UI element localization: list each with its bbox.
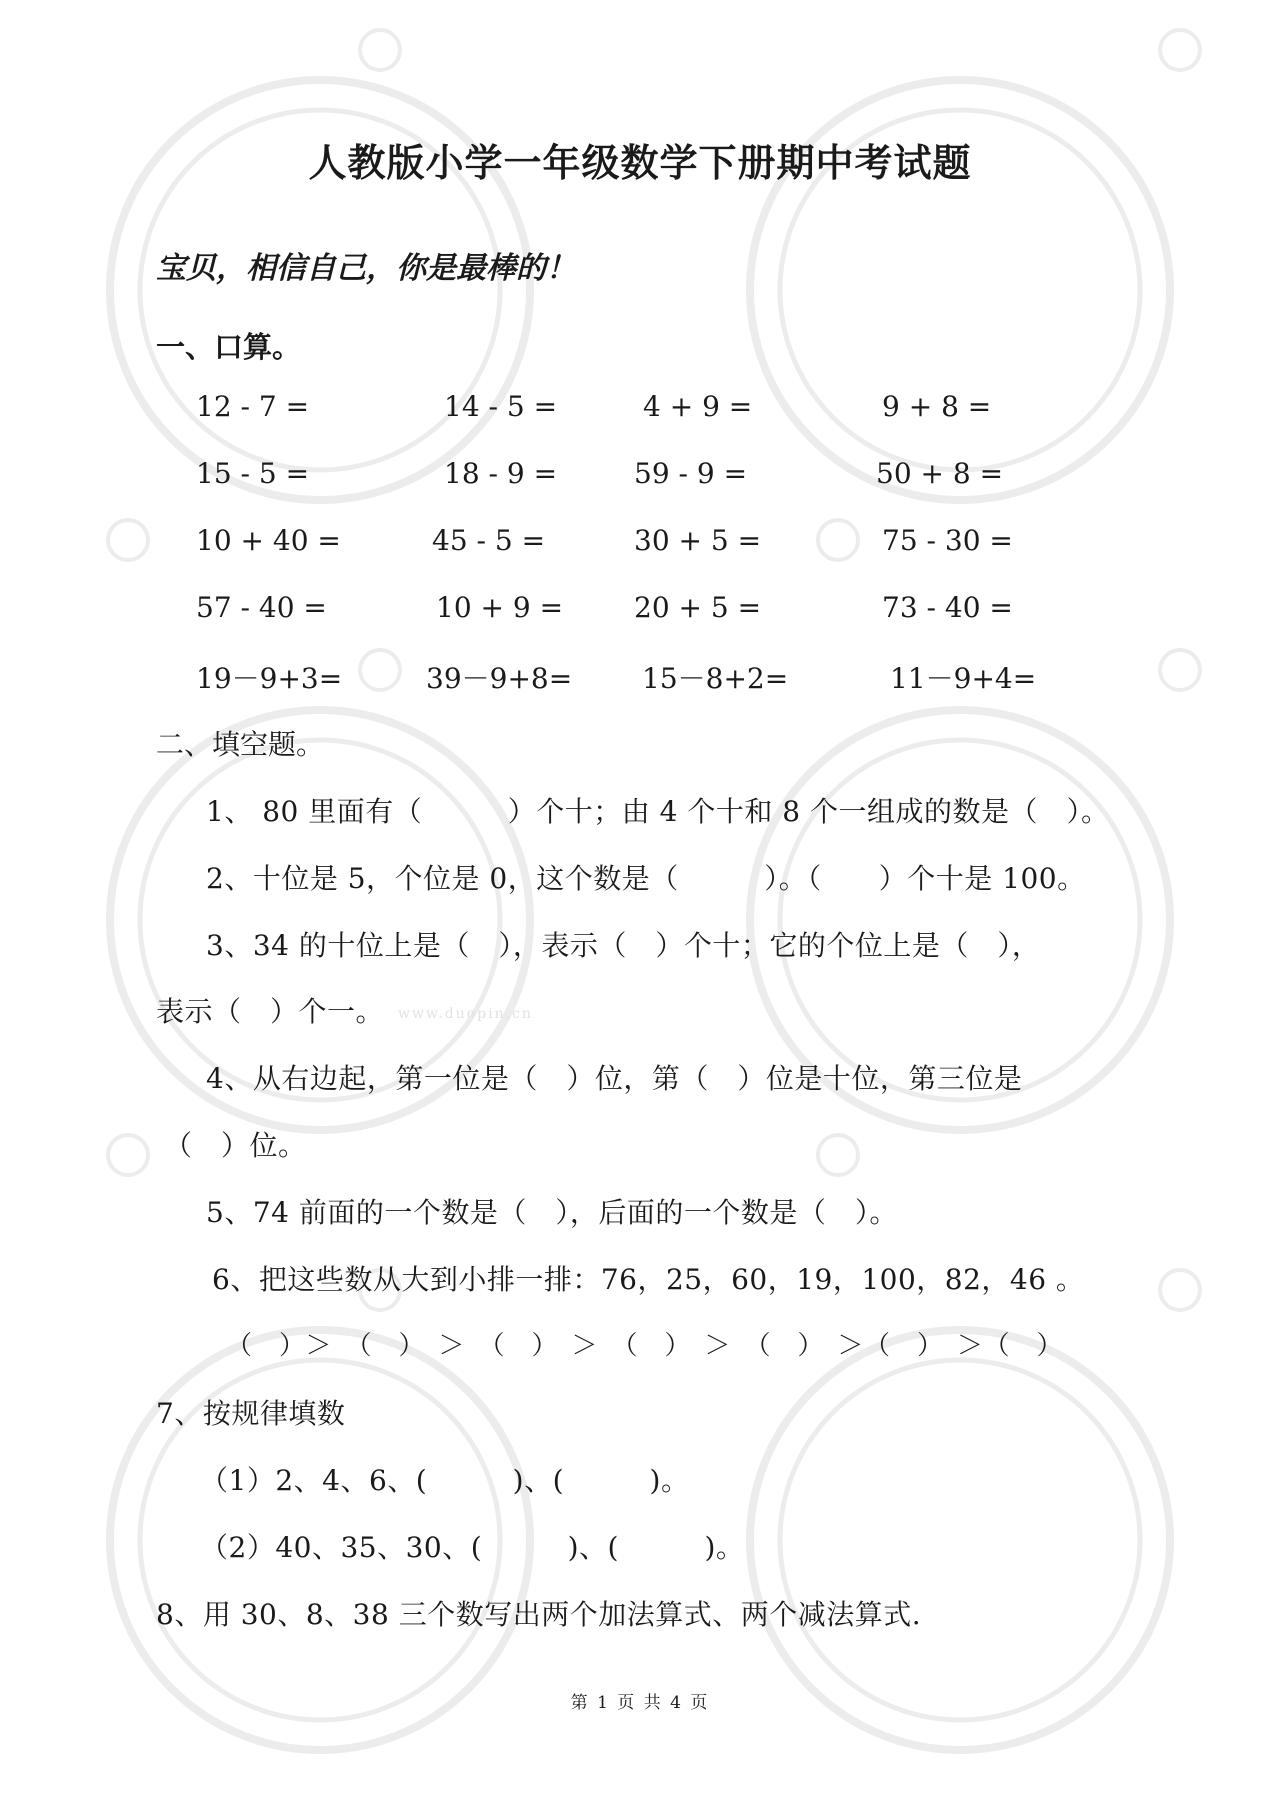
calc-item: 19－9+3= bbox=[196, 662, 343, 695]
page-footer: 第 1 页 共 4 页 bbox=[570, 1693, 710, 1713]
question-4-line-1: 4、从右边起，第一位是（ ）位，第（ ）位是十位，第三位是 bbox=[206, 1062, 1023, 1095]
question-3-line-2: 表示（ ）个一。 bbox=[156, 995, 385, 1028]
calc-item: 39－9+8= bbox=[426, 662, 573, 695]
question-6-answer-blanks: （ ）＞ （ ） ＞ （ ） ＞ （ ） ＞ （ ） ＞（ ） ＞（ ） bbox=[226, 1331, 1064, 1361]
calc-item: 57 - 40 = bbox=[196, 591, 327, 624]
question-3-line-1: 3、34 的十位上是（ ），表示（ ）个十；它的个位上是（ ）， bbox=[206, 929, 1041, 962]
question-6: 6、把这些数从大到小排一排：76，25，60，19，100，82，46 。 bbox=[212, 1263, 1085, 1296]
calc-item: 18 - 9 = bbox=[444, 457, 558, 490]
motto: 宝贝，相信自己，你是最棒的！ bbox=[156, 251, 576, 286]
calc-item: 20 + 5 = bbox=[634, 591, 762, 624]
question-4-line-2: （ ）位。 bbox=[164, 1129, 307, 1162]
calc-item: 30 + 5 = bbox=[634, 524, 762, 557]
question-8: 8、用 30、8、38 三个数写出两个加法算式、两个减法算式. bbox=[156, 1598, 922, 1631]
calc-item: 4 + 9 = bbox=[643, 390, 753, 423]
question-5: 5、74 前面的一个数是（ ），后面的一个数是（ ）。 bbox=[206, 1196, 898, 1229]
question-7-part-2: （2）40、35、30、( )、( )。 bbox=[200, 1531, 745, 1564]
calc-item: 11－9+4= bbox=[890, 662, 1037, 695]
watermark-url: www.duopin.cn bbox=[398, 1006, 533, 1022]
question-1: 1、 80 里面有（ ）个十；由 4 个十和 8 个一组成的数是（ ）。 bbox=[206, 795, 1110, 828]
calc-item: 10 + 40 = bbox=[196, 524, 341, 557]
calc-item: 12 - 7 = bbox=[196, 390, 310, 423]
page-title: 人教版小学一年级数学下册期中考试题 bbox=[308, 141, 972, 185]
question-7-part-1: （1）2、4、6、( )、( )。 bbox=[200, 1464, 690, 1497]
question-7-heading: 7、按规律填数 bbox=[156, 1397, 346, 1430]
calc-item: 10 + 9 = bbox=[436, 591, 564, 624]
calc-item: 15 - 5 = bbox=[196, 457, 310, 490]
calc-item: 9 + 8 = bbox=[882, 390, 992, 423]
calc-item: 73 - 40 = bbox=[882, 591, 1013, 624]
section-heading-oral-calculation: 一、口算。 bbox=[156, 330, 302, 364]
section-heading-fill-in: 二、填空题。 bbox=[156, 728, 325, 761]
calc-item: 45 - 5 = bbox=[432, 524, 546, 557]
calc-item: 14 - 5 = bbox=[444, 390, 558, 423]
calc-item: 59 - 9 = bbox=[634, 457, 748, 490]
calc-item: 15－8+2= bbox=[642, 662, 789, 695]
question-2: 2、十位是 5，个位是 0，这个数是（ ）。（ ）个十是 100。 bbox=[206, 862, 1086, 895]
calc-item: 75 - 30 = bbox=[882, 524, 1013, 557]
calc-item: 50 + 8 = bbox=[876, 457, 1004, 490]
